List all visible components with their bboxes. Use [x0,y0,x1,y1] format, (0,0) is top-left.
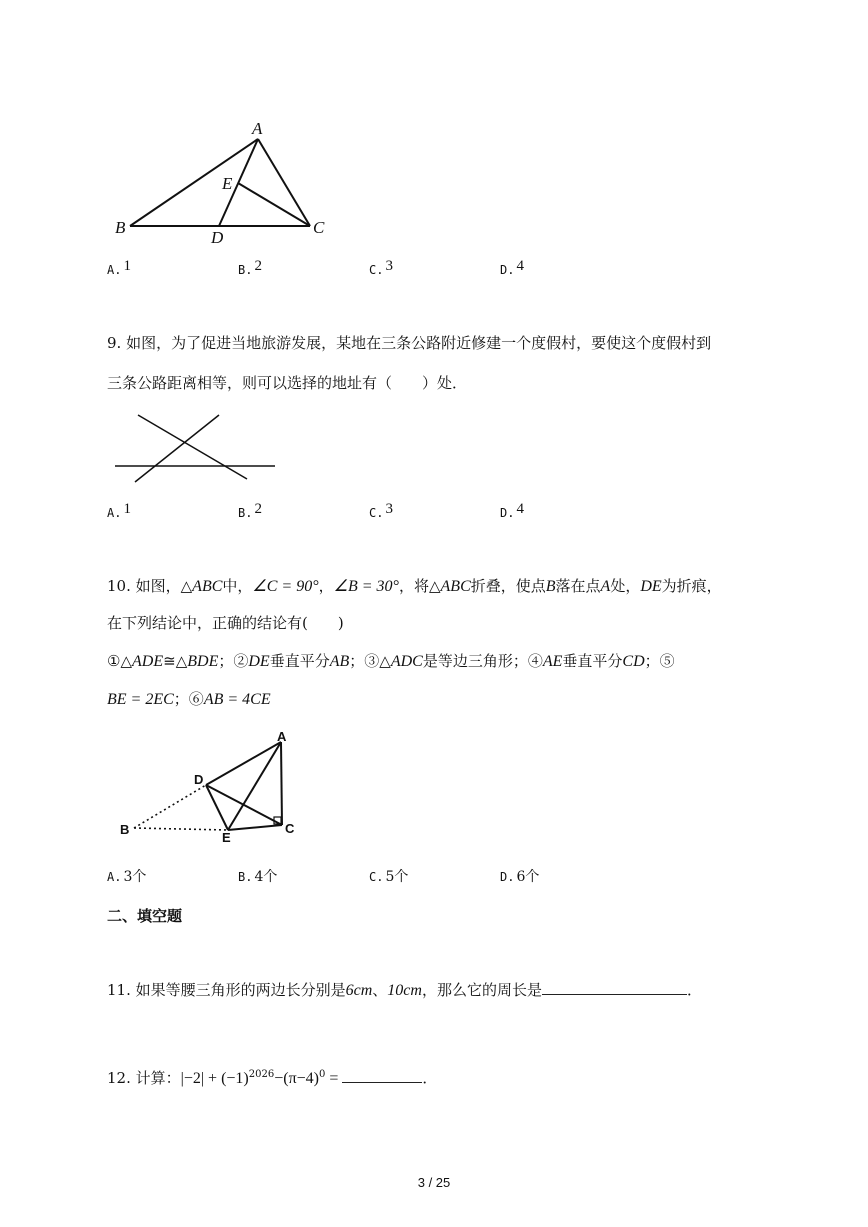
q8-label-b: B [115,218,126,237]
q9-choice-c[interactable]: C. 3 [369,501,393,520]
section-title-fill-in: 二、填空题 [107,907,183,925]
q10-choices [107,866,667,888]
q8-label-d: D [211,228,224,247]
q8-triangle-figure [110,115,340,245]
q9-text-line2: 三条公路距离相等，则可以选择的地址有（ ）处． [107,374,468,392]
q10-fold-figure [115,730,315,845]
q9-choices [107,501,667,527]
q10-text-line3: ①△ADE≅△BDE；②DE垂直平分AB；③△ADC是等边三角形；④AE垂直平分CD；⑤ [107,652,675,670]
q8-choices [107,258,667,284]
q10-choice-a[interactable]: A. 3个 [107,869,147,885]
q11-answer-blank[interactable] [542,980,687,995]
q10-text-line2: 在下列结论中，正确的结论有( ) [107,614,344,632]
q12-answer-blank[interactable] [342,1068,422,1083]
q9-choice-b[interactable]: B. 2 [238,501,262,520]
q10-text-line4: BE = 2EC；⑥AB = 4CE [107,690,271,708]
q10-label-b: B [120,822,130,837]
q9-choice-a[interactable]: A. 1 [107,501,131,520]
q10-label-a: A [277,729,287,744]
q11-text: 11. 如果等腰三角形的两边长分别是6cm、10cm，那么它的周长是 ． [107,981,702,999]
q8-label-a: A [252,119,263,138]
q8-choice-c[interactable]: C. 3 [369,258,393,277]
q8-label-e: E [222,174,233,193]
q9-choice-d[interactable]: D. 4 [500,501,524,520]
q8-choice-b[interactable]: B. 2 [238,258,262,277]
q10-label-c: C [285,821,295,836]
q8-choice-a[interactable]: A. 1 [107,258,131,277]
q10-text-line1: 10. 如图，△ABC中，∠C = 90°，∠B = 30°，将△ABC折叠，使点B落在点A处，DE为折痕， [107,577,722,595]
q10-label-d: D [194,772,204,787]
q9-text-line1: 9. 如图，为了促进当地旅游发展，某地在三条公路附近修建一个度假村，要使这个度假村到 [107,334,712,352]
q8-label-c: C [313,218,325,237]
page-number: 3 / 25 [417,1175,451,1190]
q12-text: 12. 计算：$|-2| + (-1)^{2026}-(\pi-4)^0$ = ． [107,1069,438,1087]
q8-choice-d[interactable]: D. 4 [500,258,524,277]
q10-choice-d[interactable]: D. 6个 [500,869,540,885]
q9-roads-figure [115,410,280,485]
q10-choice-b[interactable]: B. 4个 [238,869,278,885]
q10-label-e: E [222,830,231,845]
q10-choice-c[interactable]: C. 5个 [369,869,409,885]
